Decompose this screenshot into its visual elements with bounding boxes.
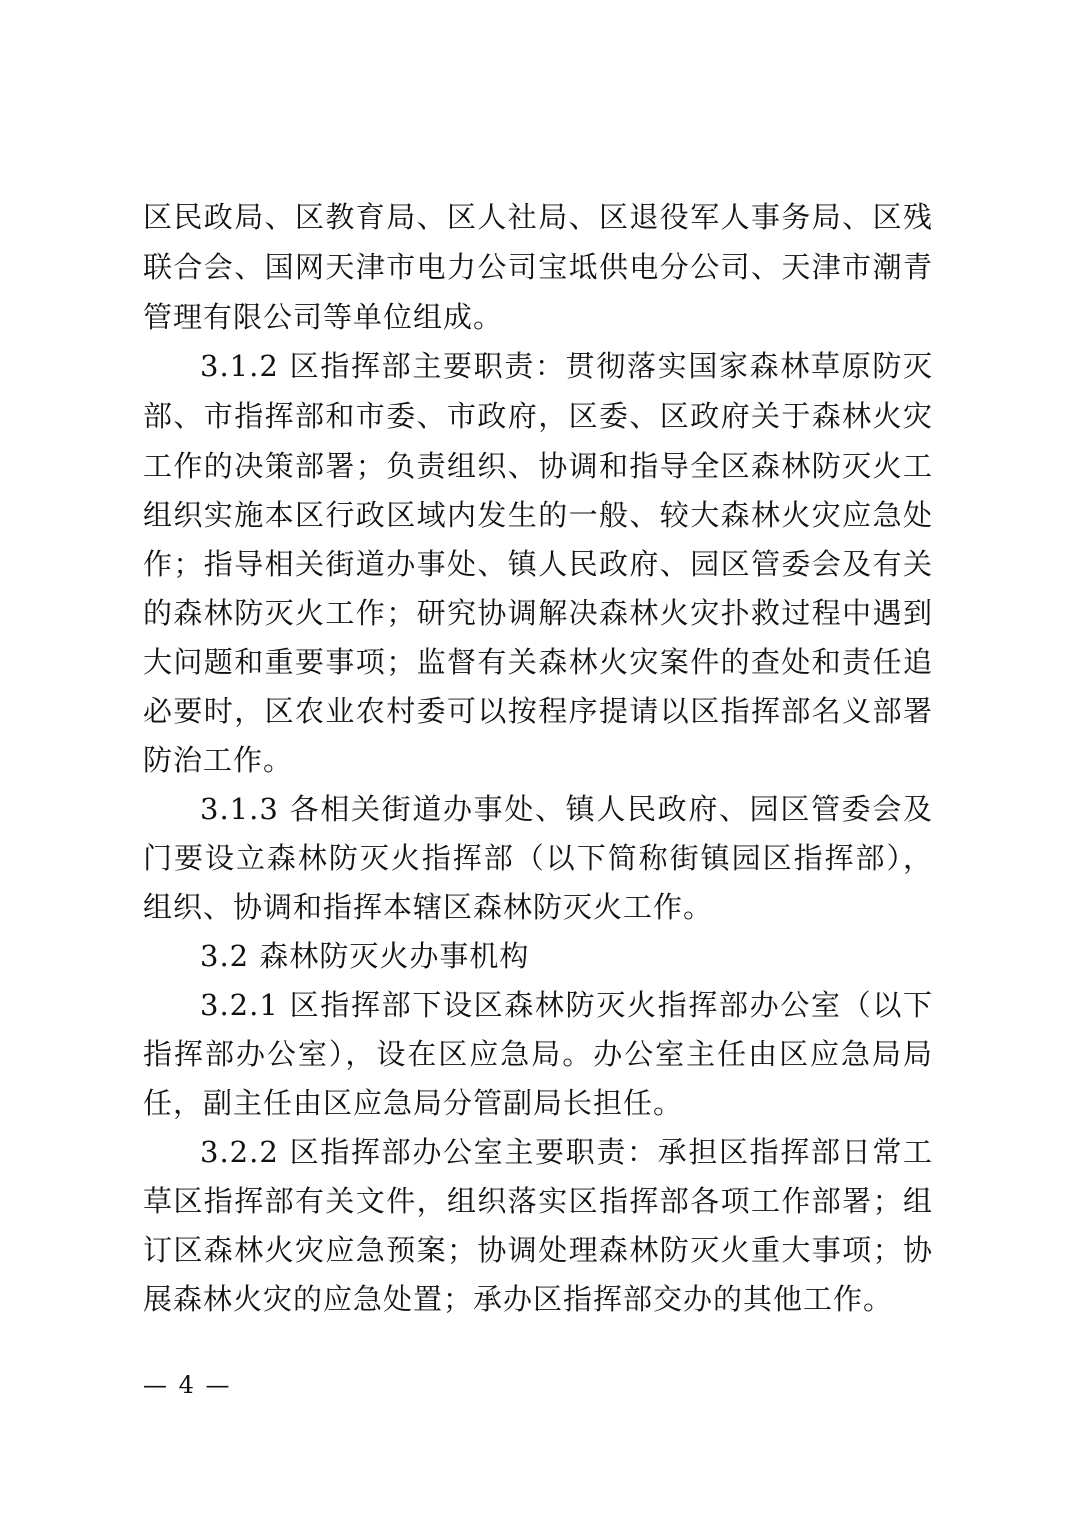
text-line: 的森林防灭火工作；研究协调解决森林火灾扑救过程中遇到: [143, 596, 933, 630]
section-3-2-1-first-line: 3.2.1 区指挥部下设区森林防灭火指挥部办公室（以下: [200, 988, 933, 1022]
page-number: — 4 —: [143, 1371, 232, 1399]
text-line: 组织、协调和指挥本辖区森林防灭火工作。: [143, 890, 714, 924]
text-line: 工作的决策部署；负责组织、协调和指导全区森林防灭火工: [143, 449, 933, 483]
section-3-2-heading: 3.2 森林防灭火办事机构: [200, 939, 530, 973]
text-line: 草区指挥部有关文件，组织落实区指挥部各项工作部署；组: [143, 1184, 933, 1218]
section-3-1-2-first-line: 3.1.2 区指挥部主要职责：贯彻落实国家森林草原防灭: [200, 349, 933, 383]
text-line: 管理有限公司等单位组成。: [143, 300, 504, 334]
text-line: 作；指导相关街道办事处、镇人民政府、园区管委会及有关: [143, 547, 933, 581]
text-line: 组织实施本区行政区域内发生的一般、较大森林火灾应急处: [143, 498, 933, 532]
section-3-2-2-first-line: 3.2.2 区指挥部办公室主要职责：承担区指挥部日常工: [200, 1135, 933, 1169]
text-line: 区民政局、区教育局、区人社局、区退役军人事务局、区残: [143, 200, 933, 234]
text-line: 展森林火灾的应急处置；承办区指挥部交办的其他工作。: [143, 1282, 894, 1316]
text-line: 指挥部办公室），设在区应急局。办公室主任由区应急局局: [143, 1037, 933, 1071]
text-line: 大问题和重要事项；监督有关森林火灾案件的查处和责任追: [143, 645, 933, 679]
text-line: 部、市指挥部和市委、市政府，区委、区政府关于森林火灾: [143, 399, 933, 433]
text-line: 任，副主任由区应急局分管副局长担任。: [143, 1086, 684, 1120]
text-line: 防治工作。: [143, 743, 294, 777]
text-line: 必要时，区农业农村委可以按程序提请以区指挥部名义部署: [143, 694, 933, 728]
text-line: 门要设立森林防灭火指挥部（以下简称街镇园区指挥部），: [143, 841, 933, 875]
text-line: 联合会、国网天津市电力公司宝坻供电分公司、天津市潮青: [143, 250, 933, 284]
text-line: 订区森林火灾应急预案；协调处理森林防灭火重大事项；协: [143, 1233, 933, 1267]
section-3-1-3-first-line: 3.1.3 各相关街道办事处、镇人民政府、园区管委会及: [200, 792, 933, 826]
